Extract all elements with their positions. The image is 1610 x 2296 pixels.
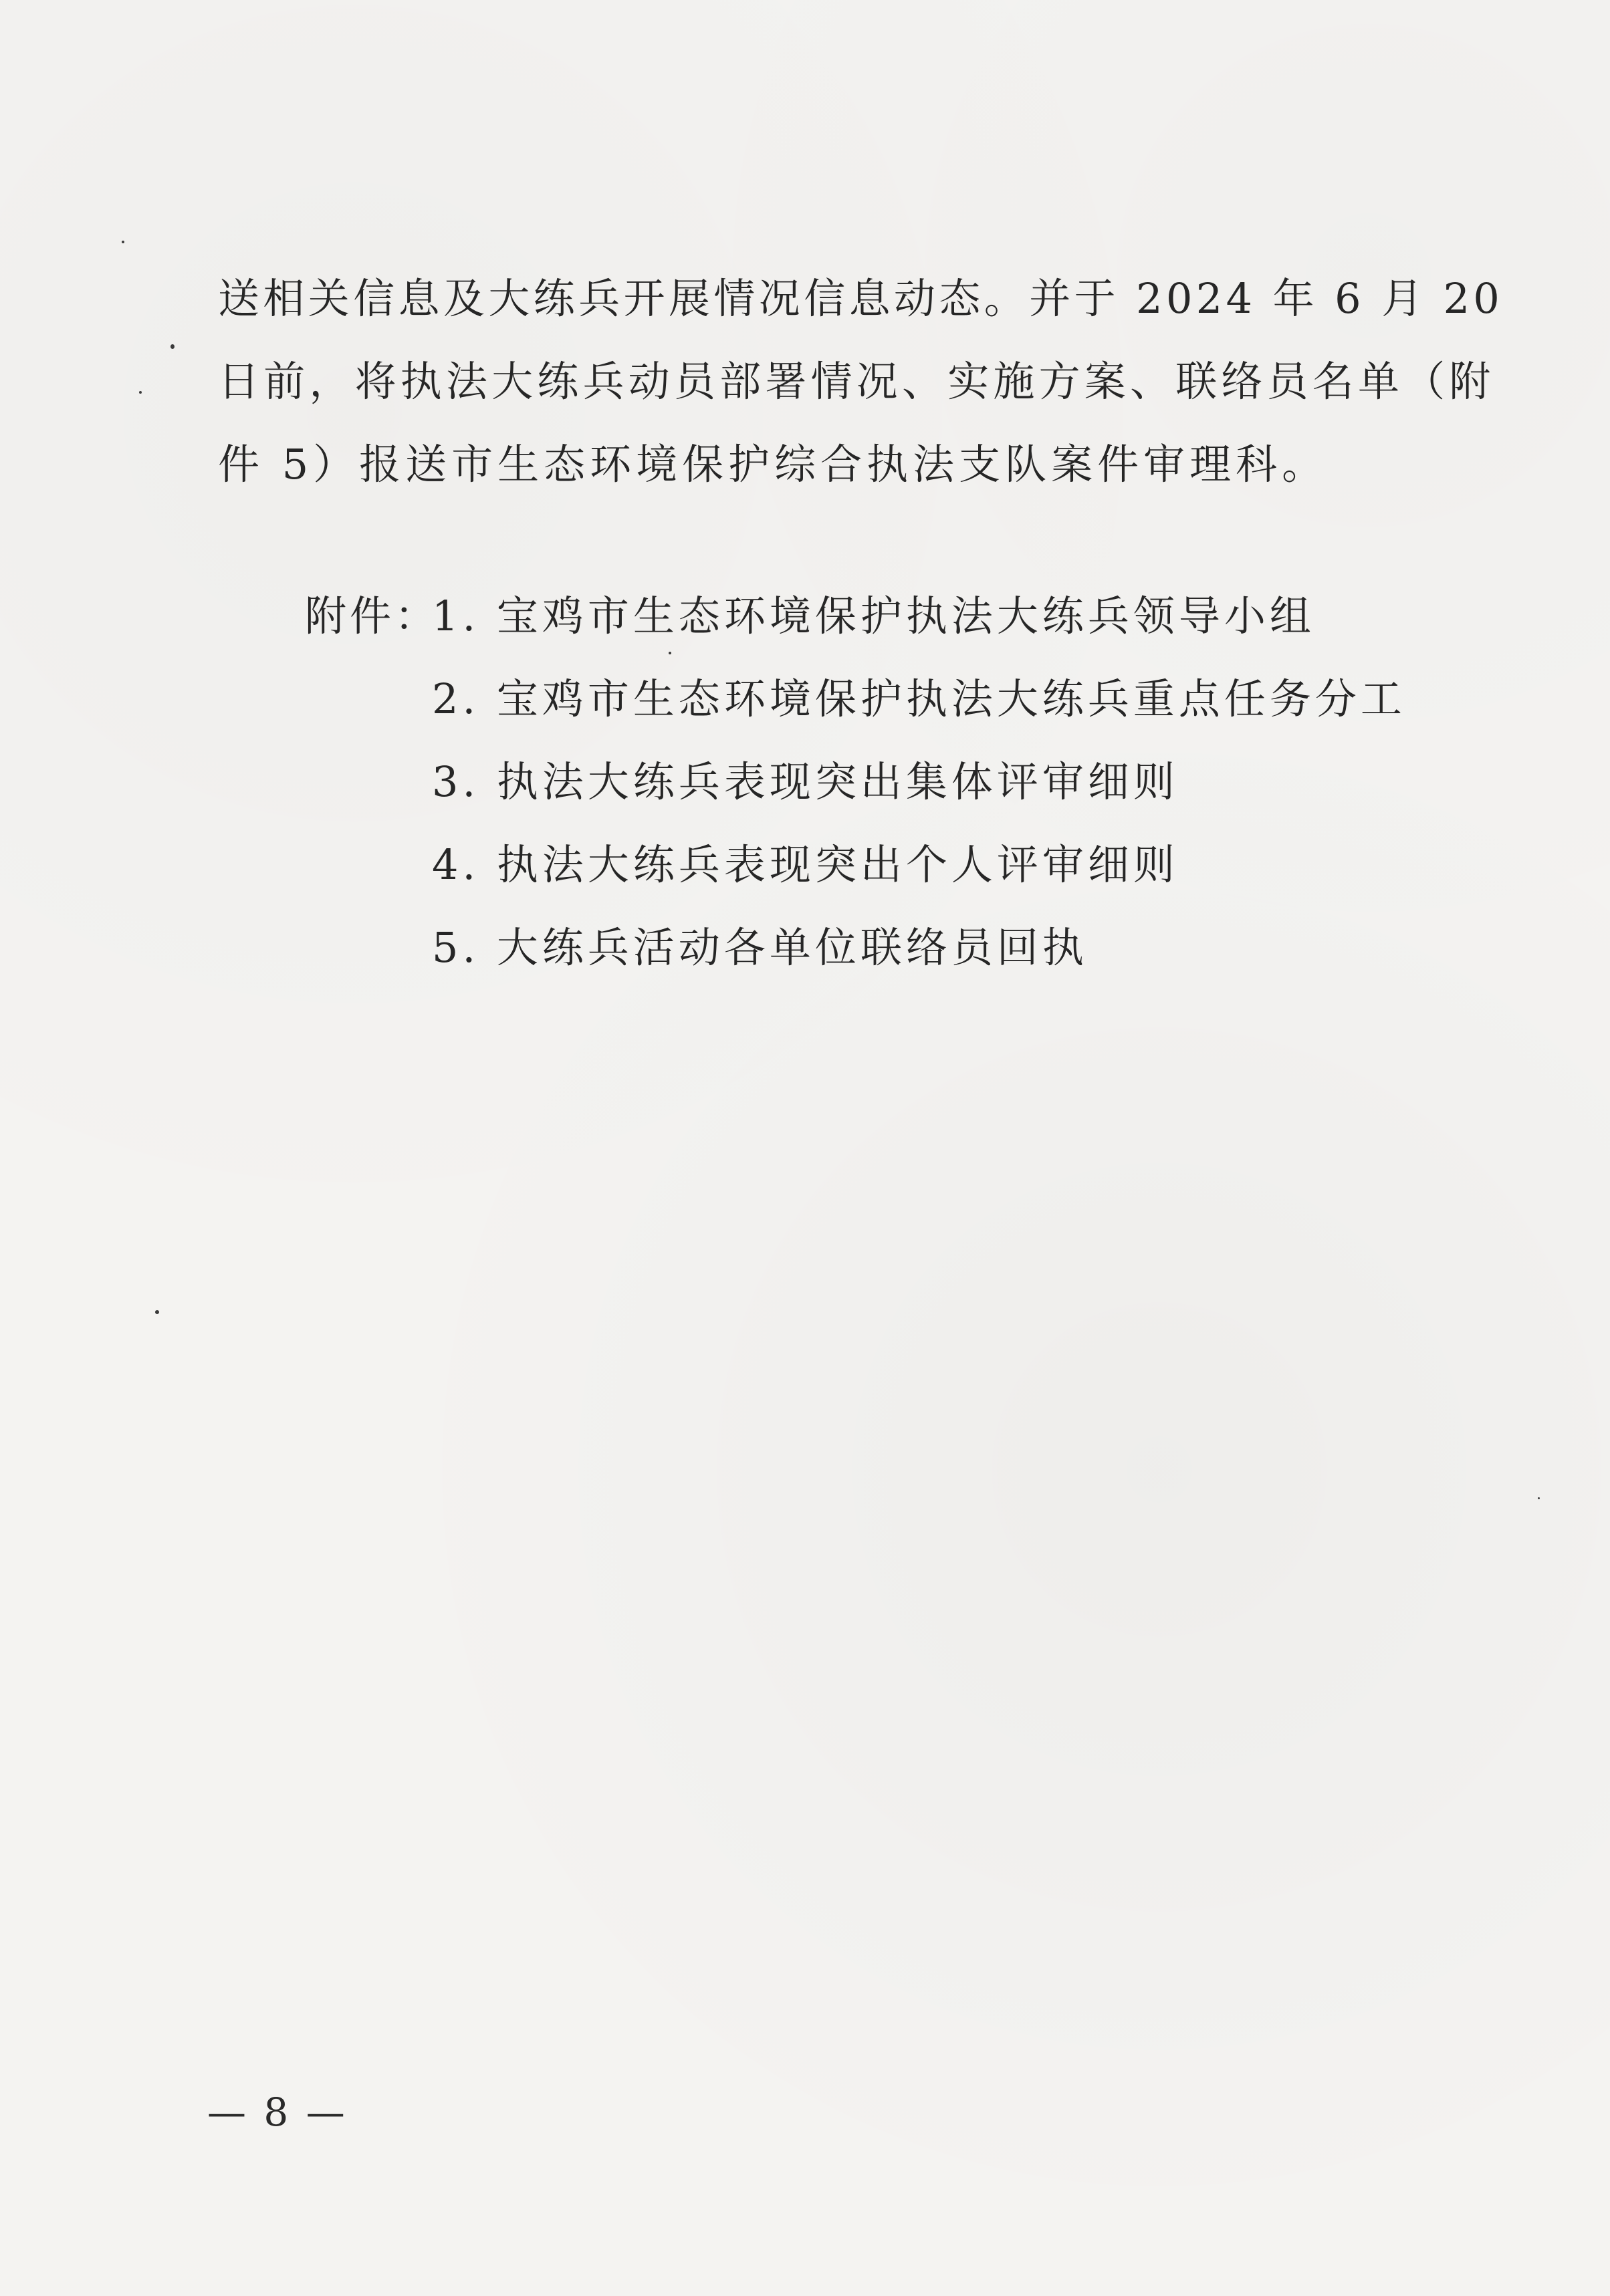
attachments-label: 附件： (305, 592, 440, 640)
attachment-row (305, 906, 1442, 989)
scan-speck (170, 344, 175, 349)
body-line: 送相关信息及大练兵开展情况信息动态。并于 2024 年 6 月 20 (218, 274, 1504, 323)
scan-speck (669, 652, 671, 654)
page-number: — 8 — (207, 2089, 348, 2135)
attachment-item: 2. 宝鸡市生态环境保护执法大练兵重点任务分工 (432, 674, 1406, 723)
attachment-row (305, 575, 1442, 658)
scan-speck (139, 391, 142, 394)
attachment-row (305, 741, 1442, 823)
attachments-list (305, 575, 1442, 989)
attachment-item: 4. 执法大练兵表现突出个人评审细则 (432, 840, 1179, 889)
scan-speck (1538, 1497, 1540, 1499)
scan-speck (122, 241, 124, 243)
attachment-row (305, 658, 1442, 741)
body-line: 件 5）报送市生态环境保护综合执法支队案件审理科。 (218, 440, 1329, 489)
attachment-item: 1. 宝鸡市生态环境保护执法大练兵领导小组 (432, 592, 1315, 640)
attachment-item: 5. 大练兵活动各单位联络员回执 (432, 923, 1088, 972)
attachment-row (305, 823, 1442, 906)
body-line: 日前，将执法大练兵动员部署情况、实施方案、联络员名单（附 (218, 357, 1495, 406)
body-paragraph (218, 257, 1504, 506)
scan-speck (155, 1310, 159, 1314)
attachment-item: 3. 执法大练兵表现突出集体评审细则 (432, 757, 1179, 806)
